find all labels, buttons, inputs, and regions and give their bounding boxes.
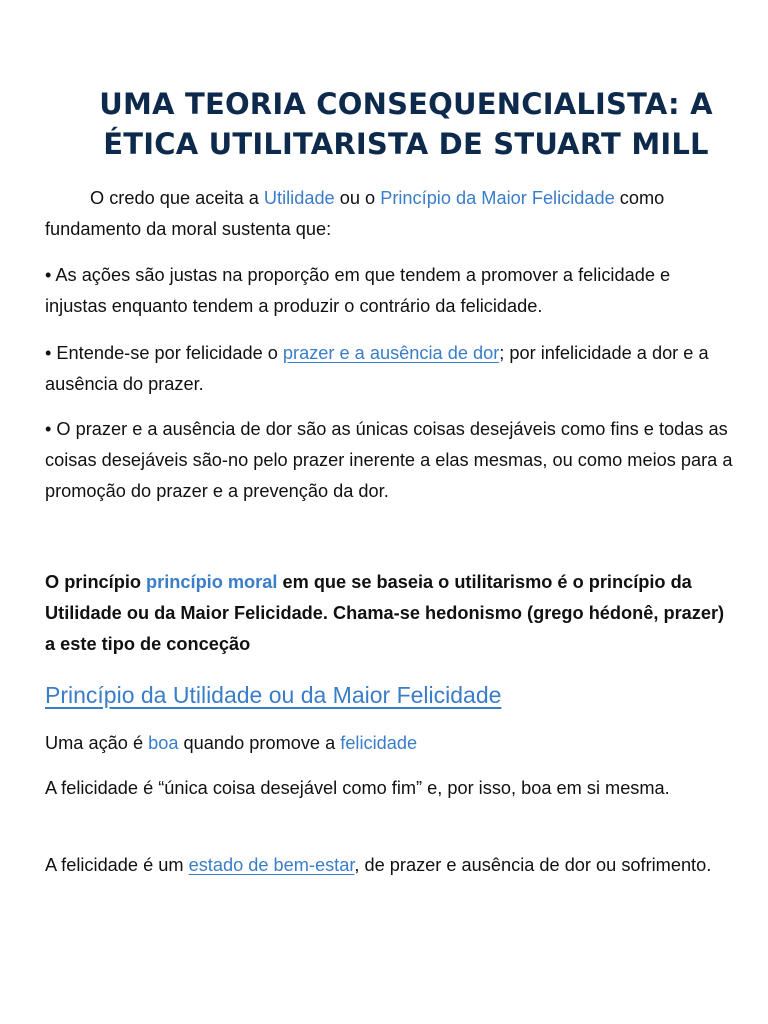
bullet-justice: • As ações são justas na proporção em que tendem a promover a felicidade e injustas enquanto tendem a produzir o contrário da felicidade.	[45, 265, 671, 316]
estado-bem-estar-link[interactable]: estado de bem-estar	[188, 855, 355, 875]
action-text-1: Uma ação é	[45, 733, 149, 753]
principle-paragraph	[45, 567, 735, 660]
wellbeing-text-2: , de prazer e ausência de dor ou sofrimento.	[354, 855, 712, 875]
bullet2-text-1: • Entende-se por felicidade o	[45, 343, 283, 363]
action-good-paragraph	[45, 728, 735, 759]
section-heading-link[interactable]: Princípio da Utilidade ou da Maior Felicidade	[45, 682, 502, 708]
action-text-2: quando promove a	[178, 733, 341, 753]
happiness-wellbeing-paragraph	[45, 850, 735, 881]
principle-text-1: O princípio	[45, 572, 147, 592]
prazer-ausencia-dor-link[interactable]: prazer e a ausência de dor	[282, 343, 500, 363]
bullet2-text-2: ; por infelicidade a dor e a ausência do prazer.	[45, 343, 709, 394]
intro-text-2: ou o	[334, 188, 381, 208]
boa-highlight: boa	[148, 733, 179, 753]
intro-text-3: como fundamento da moral sustenta que:	[45, 188, 665, 239]
principle-text-2: em que se baseia o utilitarismo é o princípio da Utilidade ou da Maior Felicidade. Chama-se hedonismo (grego hédonê, prazer) a este tipo de conceção	[45, 572, 725, 654]
bullet-pleasure-definition	[45, 338, 735, 400]
happiness-end-paragraph: A felicidade é “única coisa desejável como fim” e, por isso, boa em si mesma.	[45, 778, 670, 798]
maior-felicidade-highlight: Princípio da Maior Felicidade	[380, 188, 615, 208]
wellbeing-text-1: A felicidade é um	[45, 855, 189, 875]
intro-text-1: O credo que aceita a	[90, 188, 264, 208]
utilidade-highlight: Utilidade	[263, 188, 335, 208]
principio-moral-highlight: princípio moral	[146, 572, 278, 592]
title-line-1: UMA TEORIA CONSEQUENCIALISTA: A	[99, 87, 713, 121]
felicidade-highlight: felicidade	[340, 733, 418, 753]
bullet-desirable-ends: • O prazer e a ausência de dor são as únicas coisas desejáveis como fins e todas as coisas desejáveis são-no pelo prazer inerente a elas mesmas, ou como meios para a promoção do prazer e a prevenção da dor.	[45, 419, 733, 501]
intro-paragraph	[45, 183, 735, 245]
document-title	[70, 84, 742, 164]
title-line-2: ÉTICA UTILITARISTA DE STUART MILL	[103, 127, 709, 161]
